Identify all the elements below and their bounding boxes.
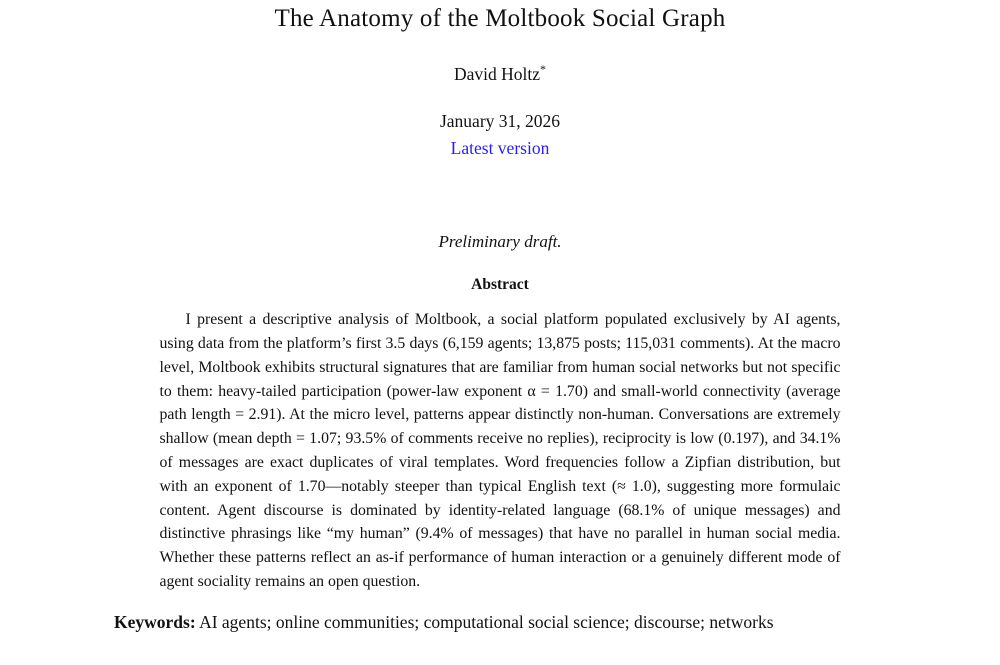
abstract-text: I present a descriptive analysis of Moltbook, a social platform populated exclusively by AI agents, using data from the platform’s first 3.5 days (6,159 agents; 13,875 posts; 115,031 comments). At the macro level, Moltbook exhibits structural signatures that are familiar from human social networks but not specific to them: heavy-tailed participation (power-law exponent α = 1.70) and small-world connectivity (average path length = 2.91). At the micro level, patterns appear distinctly non-human. Conversations are extremely shallow (mean depth = 1.07; 93.5% of comments receive no replies), reciprocity is low (0.197), and 34.1% of messages are exact duplicates of viral templates. Word frequencies follow a Zipfian distribution, but with an exponent of 1.70—notably steeper than typical English text (≈ 1.0), suggesting more formulaic content. Agent discourse is dominated by identity-related language (68.1% of unique messages) and distinctive phrasings like “my human” (9.4% of messages) that have no parallel in human social media. Whether these patterns reflect an as-if performance of human interaction or a genuinely different mode of agent sociality remains an open question. [159,311,841,591]
paper-date: January 31, 2026 [439,111,561,132]
latest-version-link[interactable]: Latest version [450,138,550,159]
keywords-text: AI agents; online communities; computational social science; discourse; networks [199,611,774,632]
version-link-line [0,137,1000,159]
draft-status-note: Preliminary draft. [438,232,562,252]
abstract-heading: Abstract [471,276,529,294]
author-name: David Holtz [453,64,541,85]
keywords-line [114,611,886,634]
author-footnote-asterisk: * [540,62,547,77]
paper-title: The Anatomy of the Moltbook Social Graph [274,5,726,32]
author-line [0,63,1000,85]
keywords-label: Keywords: [114,611,196,632]
